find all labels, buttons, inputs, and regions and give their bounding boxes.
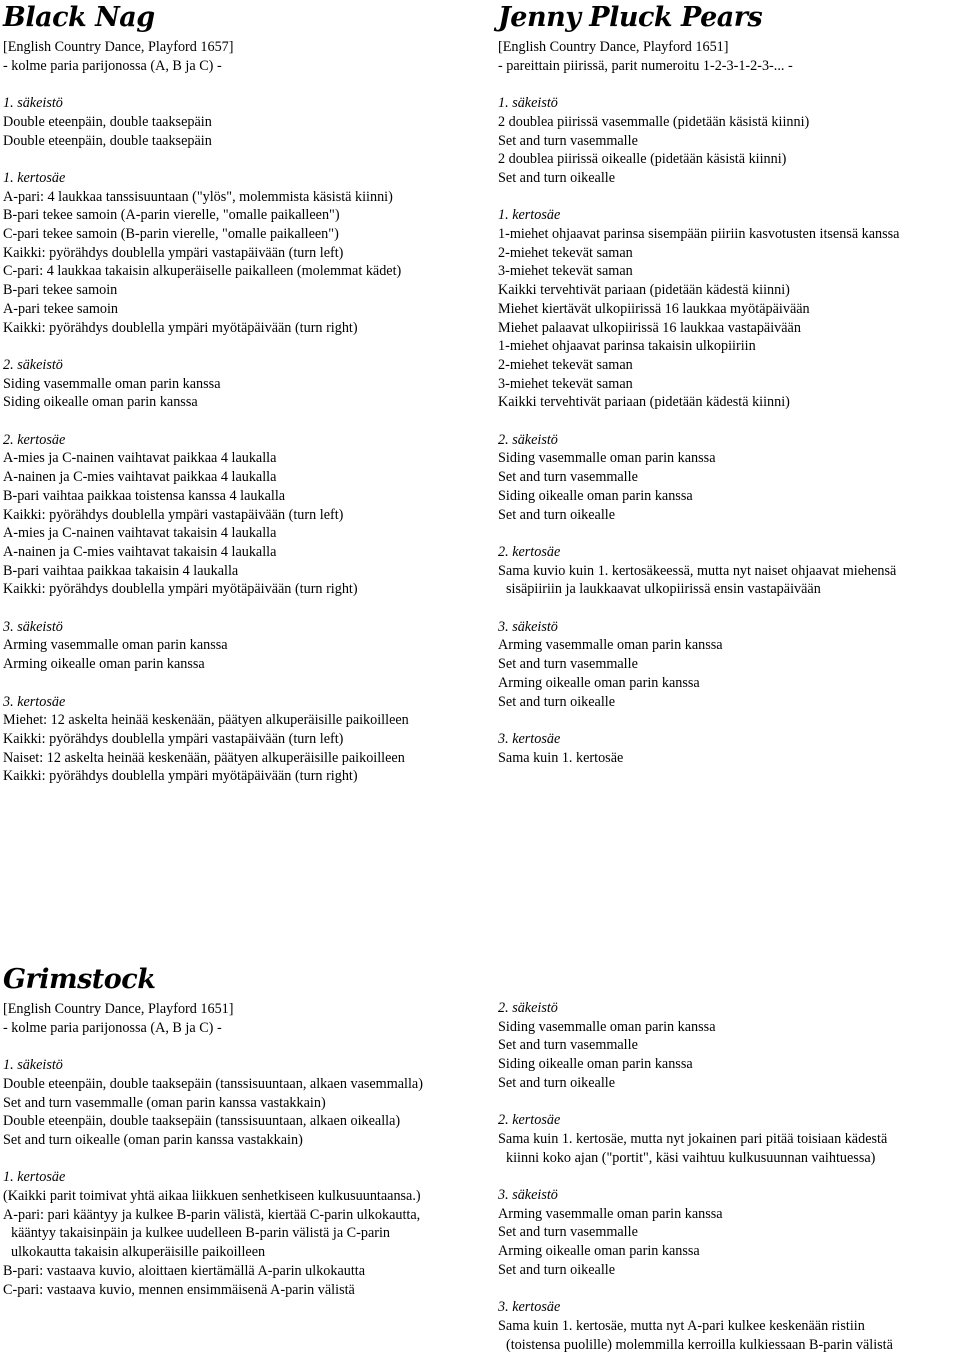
dance-source: [English Country Dance, Playford 1651]	[498, 39, 729, 55]
section-verse-1	[3, 94, 409, 150]
figure-line: B-pari: vastaava kuvio, aloittaen kiertämällä A-parin ulkokautta	[3, 1262, 366, 1279]
figure-line: Kaikki: pyörähdys doublella ympäri vastapäivään (turn left)	[3, 244, 344, 261]
section-heading: 2. kertosäe	[498, 1112, 561, 1129]
section-chorus-1	[498, 206, 899, 412]
section-verse-1	[3, 1056, 423, 1150]
figure-line: B-pari tekee samoin (A-parin vierelle, "omalle paikalleen")	[3, 207, 340, 224]
dance-source: [English Country Dance, Playford 1657]	[3, 39, 234, 55]
figure-line: (Kaikki parit toimivat yhtä aikaa liikkuen senhetkiseen kulkusuuntaansa.)	[3, 1188, 421, 1204]
figure-line: Sama kuvio kuin 1. kertosäkeessä, mutta nyt naiset ohjaavat miehensä	[498, 562, 897, 579]
section-verse-1	[498, 94, 899, 188]
figure-line: Double eteenpäin, double taaksepäin (tanssisuuntaan, alkaen vasemmalla)	[3, 1075, 423, 1092]
figure-line: 3-miehet tekevät saman	[498, 263, 633, 280]
section-heading: 1. kertosäe	[3, 1169, 66, 1186]
section-verse-2	[3, 356, 409, 412]
section-heading: 3. kertosäe	[498, 1299, 561, 1316]
section-heading: 3. säkeistö	[498, 618, 558, 635]
dance-source: [English Country Dance, Playford 1651]	[3, 1001, 234, 1017]
figure-line: Siding vasemmalle oman parin kanssa	[3, 375, 221, 392]
figure-line: C-pari: vastaava kuvio, mennen ensimmäisenä A-parin välistä	[3, 1281, 355, 1298]
figure-line: Sama kuin 1. kertosäe	[498, 749, 624, 766]
dance-grimstock-continued	[498, 981, 893, 1354]
dance-title: Grimstock	[3, 964, 156, 995]
figure-line: Set and turn vasemmalle (oman parin kanssa vastakkain)	[3, 1094, 326, 1111]
section-heading: 2. säkeistö	[498, 1000, 558, 1016]
section-chorus-1	[3, 1168, 423, 1299]
section-heading: 1. säkeistö	[498, 95, 558, 112]
figure-line: kääntyy takaisinpäin ja kulkee uudelleen B-parin välistä ja C-parin	[11, 1225, 390, 1242]
dance-jenny-pluck-pears	[498, 2, 899, 767]
figure-line: Kaikki tervehtivät pariaan (pidetään kädestä kiinni)	[498, 282, 790, 299]
figure-line: Kaikki: pyörähdys doublella ympäri myötäpäivään (turn right)	[3, 768, 358, 785]
figure-line: 2 doublea piirissä oikealle (pidetään käsistä kiinni)	[498, 151, 787, 168]
figure-line: B-pari vaihtaa paikkaa toistensa kanssa 4 laukalla	[3, 487, 286, 504]
figure-line: Double eteenpäin, double taaksepäin	[3, 132, 212, 149]
figure-line: Set and turn oikealle	[498, 506, 616, 523]
figure-line: Set and turn oikealle	[498, 693, 616, 710]
figure-line: Kaikki: pyörähdys doublella ympäri myötäpäivään (turn right)	[3, 319, 358, 336]
figure-line: 2-miehet tekevät saman	[498, 356, 633, 373]
figure-line: 2 doublea piirissä vasemmalle (pidetään käsistä kiinni)	[498, 113, 810, 130]
figure-line: Arming oikealle oman parin kanssa	[498, 674, 700, 691]
section-verse-2	[498, 999, 893, 1093]
figure-line: 3-miehet tekevät saman	[498, 375, 633, 392]
figure-line: kiinni koko ajan ("portit", käsi vaihtuu kulkusuunnan vaihtuessa)	[506, 1149, 876, 1166]
figure-line: Set and turn oikealle	[498, 169, 616, 186]
figure-line: Naiset: 12 askelta heinää keskenään, päätyen alkuperäisille paikoilleen	[3, 749, 405, 766]
section-heading: 2. säkeistö	[3, 356, 63, 373]
section-heading: 2. säkeistö	[498, 431, 558, 448]
figure-line: 1-miehet ohjaavat parinsa sisempään piiriin kasvotusten itsensä kanssa	[498, 226, 900, 242]
figure-line: Double eteenpäin, double taaksepäin	[3, 113, 212, 130]
figure-line: Set and turn vasemmalle	[498, 132, 638, 149]
dance-black-nag	[3, 2, 409, 786]
dance-title: Jenny Pluck Pears	[498, 2, 763, 33]
section-verse-2	[498, 431, 899, 525]
figure-line: Siding oikealle oman parin kanssa	[3, 394, 198, 411]
figure-line: Set and turn vasemmalle	[498, 1037, 638, 1054]
section-chorus-3	[498, 730, 899, 767]
figure-line: A-nainen ja C-mies vaihtavat takaisin 4 laukalla	[3, 543, 277, 560]
dance-grimstock	[3, 964, 423, 1299]
figure-line: Siding oikealle oman parin kanssa	[498, 487, 693, 504]
figure-line: sisäpiiriin ja laukkaavat ulkopiirissä ensin vastapäivään	[506, 581, 821, 598]
figure-line: 2-miehet tekevät saman	[498, 244, 633, 261]
section-chorus-3	[498, 1298, 893, 1354]
figure-line: Double eteenpäin, double taaksepäin (tanssisuuntaan, alkaen oikealla)	[3, 1113, 401, 1130]
section-heading: 1. säkeistö	[3, 95, 63, 112]
figure-line: Set and turn vasemmalle	[498, 1224, 638, 1241]
dance-formation: - pareittain piirissä, parit numeroitu 1-2-3-1-2-3-... -	[498, 57, 793, 74]
figure-line: Set and turn oikealle (oman parin kanssa vastakkain)	[3, 1131, 303, 1148]
figure-line: Set and turn oikealle	[498, 1261, 616, 1278]
section-verse-3	[498, 1186, 893, 1280]
figure-line: Miehet kiertävät ulkopiirissä 16 laukkaa myötäpäivään	[498, 300, 810, 317]
section-heading: 1. säkeistö	[3, 1057, 63, 1074]
figure-line: 1-miehet ohjaavat parinsa takaisin ulkopiiriin	[498, 338, 756, 355]
dance-title: Black Nag	[3, 2, 155, 33]
figure-line: A-mies ja C-nainen vaihtavat paikkaa 4 laukalla	[3, 450, 277, 467]
figure-line: B-pari vaihtaa paikkaa takaisin 4 laukalla	[3, 562, 239, 579]
dance-formation: - kolme paria parijonossa (A, B ja C) -	[3, 1019, 222, 1036]
figure-line: Arming vasemmalle oman parin kanssa	[498, 637, 723, 654]
figure-line: Miehet: 12 askelta heinää keskenään, päätyen alkuperäisille paikoilleen	[3, 712, 409, 729]
section-heading: 1. kertosäe	[3, 169, 66, 186]
section-heading: 1. kertosäe	[498, 207, 561, 224]
figure-line: Kaikki: pyörähdys doublella ympäri vastapäivään (turn left)	[3, 730, 344, 747]
figure-line: Kaikki: pyörähdys doublella ympäri myötäpäivään (turn right)	[3, 581, 358, 598]
section-chorus-3	[3, 693, 409, 787]
figure-line: Set and turn oikealle	[498, 1074, 616, 1091]
section-chorus-2	[3, 431, 409, 599]
figure-line: Sama kuin 1. kertosäe, mutta nyt A-pari kulkee keskenään ristiin	[498, 1317, 865, 1334]
figure-line: Set and turn vasemmalle	[498, 469, 638, 486]
figure-line: A-nainen ja C-mies vaihtavat paikkaa 4 laukalla	[3, 469, 277, 486]
figure-line: A-pari: pari kääntyy ja kulkee B-parin välistä, kiertää C-parin ulkokautta,	[3, 1206, 421, 1223]
section-chorus-2	[498, 543, 899, 599]
figure-line: C-pari: 4 laukkaa takaisin alkuperäiselle paikalleen (molemmat kädet)	[3, 263, 402, 280]
figure-line: Arming vasemmalle oman parin kanssa	[498, 1205, 723, 1222]
figure-line: ulkokautta takaisin alkuperäisille paikoilleen	[11, 1244, 266, 1261]
figure-line: A-pari: 4 laukkaa tanssisuuntaan ("ylös", molemmista käsistä kiinni)	[3, 188, 393, 205]
section-heading: 3. säkeistö	[498, 1187, 558, 1203]
figure-line: Miehet palaavat ulkopiirissä 16 laukkaa vastapäivään	[498, 319, 801, 336]
figure-line: Arming vasemmalle oman parin kanssa	[3, 637, 228, 654]
figure-line: Siding vasemmalle oman parin kanssa	[498, 1018, 716, 1035]
figure-line: Arming oikealle oman parin kanssa	[3, 656, 205, 673]
section-verse-3	[498, 618, 899, 712]
figure-line: Kaikki: pyörähdys doublella ympäri vastapäivään (turn left)	[3, 506, 344, 523]
figure-line: A-mies ja C-nainen vaihtavat takaisin 4 laukalla	[3, 525, 277, 542]
dance-formation: - kolme paria parijonossa (A, B ja C) -	[3, 57, 222, 74]
figure-line: Set and turn vasemmalle	[498, 656, 638, 673]
section-heading: 3. kertosäe	[498, 730, 561, 747]
figure-line: (toistensa puolille) molemmilla kerroilla kulkiessaan B-parin välistä	[506, 1336, 893, 1353]
figure-line: Arming oikealle oman parin kanssa	[498, 1243, 700, 1260]
section-heading: 3. kertosäe	[3, 693, 66, 710]
section-heading: 2. kertosäe	[498, 543, 561, 560]
figure-line: B-pari tekee samoin	[3, 282, 118, 299]
section-chorus-2	[498, 1111, 893, 1167]
section-chorus-1	[3, 169, 409, 337]
section-heading: 2. kertosäe	[3, 431, 66, 448]
figure-line: Kaikki tervehtivät pariaan (pidetään kädestä kiinni)	[498, 394, 790, 411]
figure-line: A-pari tekee samoin	[3, 300, 119, 317]
section-verse-3	[3, 618, 409, 674]
figure-line: Siding oikealle oman parin kanssa	[498, 1056, 693, 1073]
figure-line: C-pari tekee samoin (B-parin vierelle, "omalle paikalleen")	[3, 226, 339, 242]
figure-line: Sama kuin 1. kertosäe, mutta nyt jokainen pari pitää toisiaan kädestä	[498, 1130, 888, 1147]
figure-line: Siding vasemmalle oman parin kanssa	[498, 450, 716, 467]
section-heading: 3. säkeistö	[3, 618, 63, 635]
